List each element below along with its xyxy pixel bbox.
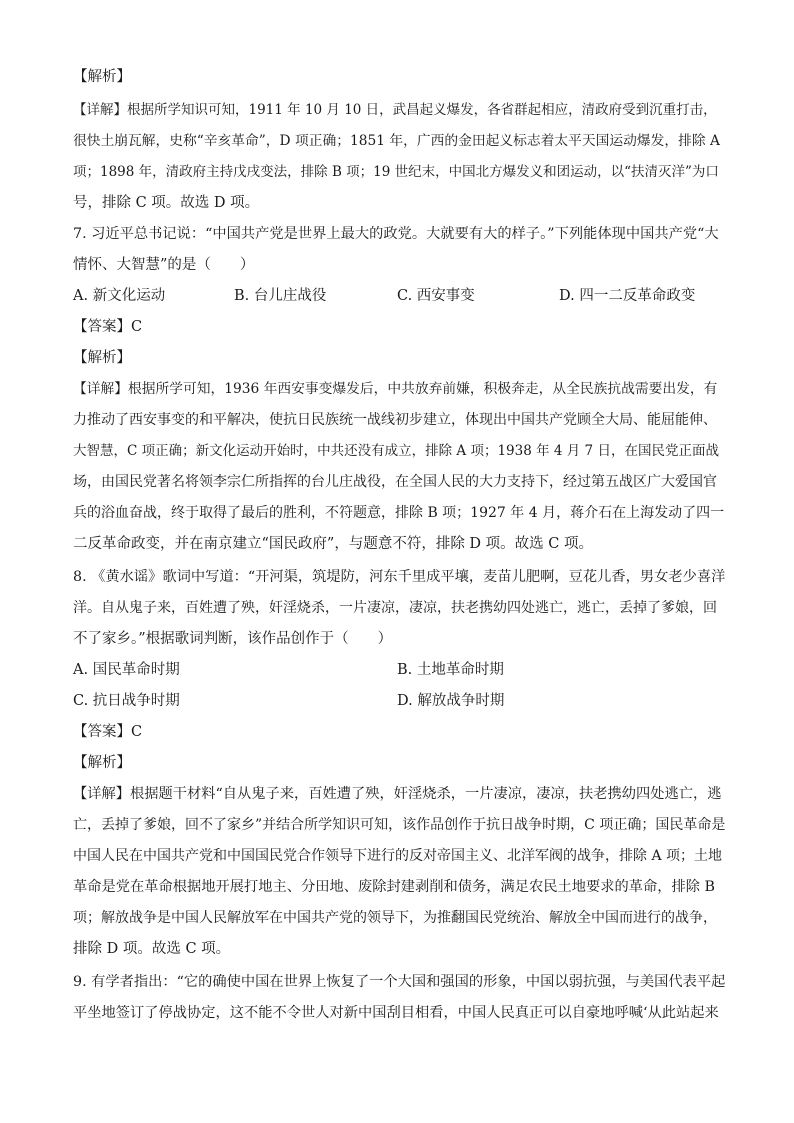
q7-option-d: D. 四一二反革命政变 xyxy=(559,288,696,304)
q6-analysis-tag: 【解析】 xyxy=(73,69,131,85)
q7-stem-line: 7. 习近平总书记说：“中国共产党是世界上最大的政党。大就要有大的样子。”下列能体现中国共产党“大 xyxy=(73,226,719,242)
q8-analysis-tag: 【解析】 xyxy=(73,755,131,771)
q7-detail-line: 兵的浴血奋战，终于取得了最后的胜利，不符题意，排除 B 项；1927 年 4 月，蒋介石在上海发动了四一 xyxy=(73,505,725,521)
q7-detail-line: 场，由国民党著名将领李宗仁所指挥的台儿庄战役，在全国人民的大力支持下，经过第五战区广大爱国官 xyxy=(73,474,717,490)
q8-answer: 【答案】C xyxy=(73,724,143,740)
q8-detail-line: 革命是党在革命根据地开展打地主、分田地、废除封建剥削和债务，满足农民土地要求的革命，排除 B xyxy=(73,879,716,895)
q7-stem-line: 情怀、大智慧”的是（ ） xyxy=(73,257,255,273)
q6-detail-line: 很快土崩瓦解，史称“辛亥革命”，D 项正确；1851 年，广西的金田起义标志着太平天国运动爆发，排除 A xyxy=(73,133,720,149)
q7-detail-line: 大智慧，C 项正确；新文化运动开始时，中共还没有成立，排除 A 项；1938 年 4 月 7 日，在国民党正面战 xyxy=(73,443,719,459)
q9-stem-line: 平坐地签订了停战协定，这不能不令世人对新中国刮目相看，中国人民真正可以自豪地呼喊‘从此站起来 xyxy=(73,1005,719,1021)
q9-stem-line: 9. 有学者指出：“它的确使中国在世界上恢复了一个大国和强国的形象，中国以弱抗强，与美国代表平起 xyxy=(73,974,726,990)
q7-detail-line: 【详解】根据所学可知，1936 年西安事变爆发后，中共放弃前嫌，积极奔走，从全民族抗战需要出发，有 xyxy=(73,381,718,397)
q7-option-a: A. 新文化运动 xyxy=(73,288,166,304)
q8-detail-line: 中国人民在中国共产党和中国国民党合作领导下进行的反对帝国主义、北洋军阀的战争，排除 A 项；土地 xyxy=(73,848,723,864)
q8-option-a: A. 国民革命时期 xyxy=(73,662,180,678)
q8-detail-line: 项；解放战争是中国人民解放军在中国共产党的领导下，为推翻国民党统治、解放全中国而进行的战争， xyxy=(73,910,717,926)
q6-detail-line: 项；1898 年，清政府主持戊戌变法，排除 B 项；19 世纪末，中国北方爆发义和团运动，以“扶清灭洋”为口 xyxy=(73,164,719,180)
q8-detail-line: 【详解】根据题干材料“自从鬼子来，百姓遭了殃，奸淫烧杀，一片凄凉，凄凉，扶老携幼四处逃亡，逃 xyxy=(73,786,722,802)
q7-analysis-tag: 【解析】 xyxy=(73,350,131,366)
q7-answer: 【答案】C xyxy=(73,319,143,335)
q8-option-c: C. 抗日战争时期 xyxy=(73,693,180,709)
q7-detail-line: 二反革命政变，并在南京建立“国民政府”，与题意不符，排除 D 项。故选 C 项。 xyxy=(73,536,593,552)
q8-stem-line: 洋。自从鬼子来，百姓遭了殃，奸淫烧杀，一片凄凉，凄凉，扶老携幼四处逃亡，逃亡，丢掉了爹娘，回 xyxy=(73,600,717,616)
q7-detail-line: 力推动了西安事变的和平解决，使抗日民族统一战线初步建立，体现出中国共产党顾全大局、能屈能伸、 xyxy=(73,412,717,428)
q6-detail-line: 【详解】根据所学知识可知，1911 年 10 月 10 日，武昌起义爆发，各省群起相应，清政府受到沉重打击， xyxy=(73,102,717,118)
q7-option-b: B. 台儿庄战役 xyxy=(234,288,327,304)
q8-option-b: B. 土地革命时期 xyxy=(397,662,504,678)
q6-detail-line: 号，排除 C 项。故选 D 项。 xyxy=(73,195,260,211)
q8-option-d: D. 解放战争时期 xyxy=(397,693,505,709)
q8-detail-line: 亡，丢掉了爹娘，回不了家乡”并结合所学知识可知，该作品创作于抗日战争时期，C 项正确；国民革命是 xyxy=(73,817,726,833)
q8-stem-line: 不了家乡。”根据歌词判断，该作品创作于（ ） xyxy=(73,631,393,647)
q8-detail-line: 排除 D 项。故选 C 项。 xyxy=(73,941,231,957)
q7-option-c: C. 西安事变 xyxy=(397,288,475,304)
q8-stem-line: 8. 《黄水谣》歌词中写道：“开河渠，筑堤防，河东千里成平壤，麦苗儿肥啊，豆花儿香，男女老少喜洋 xyxy=(73,569,726,585)
